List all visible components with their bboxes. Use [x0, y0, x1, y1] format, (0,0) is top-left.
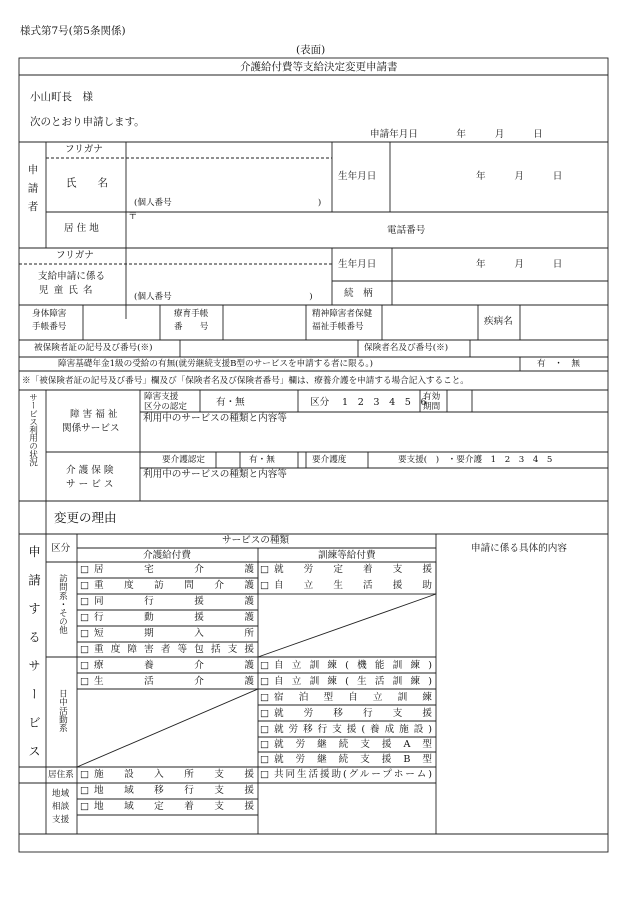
- service-item-shuro-iko-yosei: 就労移行支援(養成施設): [274, 724, 432, 735]
- service-item-shuro-iko: 就労移行支援: [274, 708, 432, 719]
- applicant-birth-date-label: 生年月日: [338, 171, 377, 182]
- service-checkbox[interactable]: □: [260, 564, 270, 575]
- service-item-kyotaku-kaigo: 居宅介護: [94, 564, 254, 575]
- care-label-1: 介 護 保 険: [66, 465, 114, 476]
- service-checkbox[interactable]: □: [260, 580, 270, 591]
- service-types-label: サービスの種類: [222, 535, 290, 546]
- service-item-judo-hokatsu: 重度障害者等包括支援: [94, 644, 254, 655]
- service-checkbox[interactable]: □: [260, 739, 270, 750]
- child-name-label-2: 児 童 氏 名: [39, 285, 94, 296]
- child-relation-label: 続 柄: [344, 288, 373, 299]
- category-levels[interactable]: 1 2 3 4 5 6: [342, 397, 427, 408]
- service-checkbox[interactable]: □: [80, 628, 90, 639]
- service-item-chiiki-teichaku: 地域定着支援: [94, 801, 254, 812]
- care-in-use-field[interactable]: [142, 482, 606, 500]
- community-group-label-3: 支援: [52, 815, 70, 825]
- service-checkbox[interactable]: □: [80, 564, 90, 575]
- applicant-name-field[interactable]: [128, 160, 331, 196]
- cert-yes-no[interactable]: 有・無: [216, 397, 245, 408]
- note-text: ※「被保険者証の記号及び番号」欄及び「保険者名及び保険者番号」欄は、療養介護を申請する場合記入すること。: [22, 376, 469, 386]
- service-checkbox[interactable]: □: [80, 612, 90, 623]
- service-item-jiritsu-seikatsu: 自立生活援助: [274, 580, 432, 591]
- applicant-section-label: 申請者: [26, 164, 39, 220]
- disease-label: 疾病名: [484, 316, 513, 327]
- service-checkbox[interactable]: □: [260, 660, 270, 671]
- care-cert-label: 要介護認定: [162, 455, 205, 465]
- care-cert-yes-no[interactable]: 有・無: [249, 455, 275, 465]
- applicant-furigana-label: フリガナ: [65, 144, 103, 155]
- service-checkbox[interactable]: □: [260, 724, 270, 735]
- detail-field[interactable]: [438, 560, 606, 832]
- child-birth-date-field[interactable]: 年 月 日: [476, 259, 563, 270]
- side-label: (表面): [296, 44, 326, 56]
- child-furigana-label: フリガナ: [56, 250, 94, 261]
- welfare-in-use-field[interactable]: [142, 426, 606, 450]
- care-degree-label: 要介護度: [312, 455, 347, 465]
- service-item-tanki-nyusho: 短期入所: [94, 628, 254, 639]
- application-date: 申請年月日 年 月 日: [370, 129, 543, 140]
- kaigo-label: 介護給付費: [143, 550, 191, 561]
- child-my-number: (個人番号 ): [134, 292, 313, 302]
- intro-text: 次のとおり申請します。: [30, 116, 145, 128]
- applicant-address-field[interactable]: [140, 214, 380, 244]
- service-checkbox[interactable]: □: [80, 644, 90, 655]
- service-checkbox[interactable]: □: [260, 676, 270, 687]
- service-checkbox[interactable]: □: [80, 660, 90, 671]
- service-item-keizoku-a: 就労継続支援A型: [274, 739, 432, 750]
- form-title: 介護給付費等支給決定変更申請書: [240, 61, 398, 73]
- service-checkbox[interactable]: □: [80, 676, 90, 687]
- applicant-phone-label: 電話番号: [387, 225, 426, 236]
- service-item-seikatsu-kaigo: 生活介護: [94, 676, 254, 687]
- service-checkbox[interactable]: □: [80, 785, 90, 796]
- insured-number-label: 被保険者証の記号及び番号(※): [34, 343, 153, 353]
- applicant-my-number: (個人番号 ): [134, 198, 322, 208]
- service-checkbox[interactable]: □: [260, 692, 270, 703]
- care-in-use-label: 利用中のサービスの種類と内容等: [143, 469, 287, 480]
- physical-cert-label-2: 手帳番号: [32, 322, 67, 332]
- ryoiku-cert-label-2: 番 号: [174, 322, 209, 332]
- service-checkbox[interactable]: □: [80, 596, 90, 607]
- category-label: 区分: [310, 397, 330, 408]
- child-name-label-1: 支給申請に係る: [38, 271, 106, 282]
- service-checkbox[interactable]: □: [80, 769, 90, 780]
- applicant-birth-date-field[interactable]: 年 月 日: [476, 171, 563, 182]
- day-group-label: 日中活動系: [57, 689, 68, 732]
- service-item-chiiki-iko: 地域移行支援: [94, 785, 254, 796]
- service-item-keizoku-b: 就労継続支援B型: [274, 754, 432, 765]
- welfare-label-2: 関係サービス: [62, 423, 120, 434]
- visit-group-label: 訪問系・その他: [57, 574, 68, 635]
- service-item-seikatsu-kunren: 自立訓練(生活訓練): [274, 676, 432, 687]
- service-checkbox[interactable]: □: [260, 708, 270, 719]
- child-birth-date-label: 生年月日: [338, 259, 377, 270]
- child-name-field[interactable]: [128, 266, 331, 290]
- applicant-address-label: 居 住 地: [64, 223, 99, 234]
- care-levels[interactable]: 要支援( ) ・要介護 1 2 3 4 5: [398, 455, 553, 465]
- usage-section-label: サービス利用の状況: [27, 393, 38, 466]
- services-section-label: 申請するサービス: [26, 545, 42, 773]
- service-checkbox[interactable]: □: [260, 754, 270, 765]
- pension-label: 障害基礎年金1級の受給の有無(就労継続支援B型のサービスを申請する者に限る。): [58, 359, 373, 369]
- community-group-label-2: 相談: [52, 802, 70, 812]
- community-group-label-1: 地域: [52, 789, 70, 799]
- service-item-kodo-engo: 行動援護: [94, 612, 254, 623]
- reason-field[interactable]: [140, 503, 606, 532]
- service-item-kino-kunren: 自立訓練(機能訓練): [274, 660, 432, 671]
- physical-cert-label-1: 身体障害: [32, 309, 67, 319]
- applicant-furigana-field[interactable]: [128, 145, 331, 157]
- valid-label-2: 期間: [423, 402, 441, 412]
- service-item-doko-engo: 同行援護: [94, 596, 254, 607]
- care-label-2: サ ー ビ ス: [66, 479, 114, 490]
- addressee: 小山町長 様: [30, 91, 93, 103]
- service-checkbox[interactable]: □: [80, 580, 90, 591]
- service-item-group-home: 共同生活援助(グループホーム): [274, 769, 432, 780]
- service-item-ryoyo-kaigo: 療養介護: [94, 660, 254, 671]
- mental-cert-label-1: 精神障害者保健: [312, 309, 373, 319]
- service-checkbox[interactable]: □: [260, 769, 270, 780]
- division-label: 区分: [51, 543, 71, 554]
- welfare-in-use-label: 利用中のサービスの種類と内容等: [143, 413, 287, 424]
- pension-choice[interactable]: 有 ・ 無: [537, 359, 580, 369]
- service-checkbox[interactable]: □: [80, 801, 90, 812]
- cert-label-2: 区分の認定: [144, 402, 187, 412]
- valid-label-1: 有効: [423, 392, 441, 402]
- form-number: 様式第7号(第5条関係): [20, 25, 126, 37]
- service-item-shuro-teichaku: 就労定着支援: [274, 564, 432, 575]
- applicant-name-label: 氏 名: [66, 177, 108, 189]
- residence-group-label: 居住系: [48, 770, 74, 780]
- reason-label: 変更の理由: [54, 510, 117, 525]
- welfare-label-1: 障 害 福 祉: [70, 409, 118, 420]
- postal-mark: 〒: [128, 211, 138, 222]
- insurer-label: 保険者名及び番号(※): [364, 343, 449, 353]
- service-item-shisetsu-nyusho: 施設入所支援: [94, 769, 254, 780]
- cert-label-1: 障害支援: [144, 392, 179, 402]
- mental-cert-label-2: 福祉手帳番号: [312, 322, 364, 332]
- kunren-label: 訓練等給付費: [318, 550, 376, 561]
- ryoiku-cert-label-1: 療育手帳: [174, 309, 209, 319]
- service-item-judo-homon-kaigo: 重度訪問介護: [94, 580, 254, 591]
- detail-label: 申請に係る具体的内容: [471, 543, 567, 554]
- service-item-shukuhaku: 宿泊型自立訓練: [274, 692, 432, 703]
